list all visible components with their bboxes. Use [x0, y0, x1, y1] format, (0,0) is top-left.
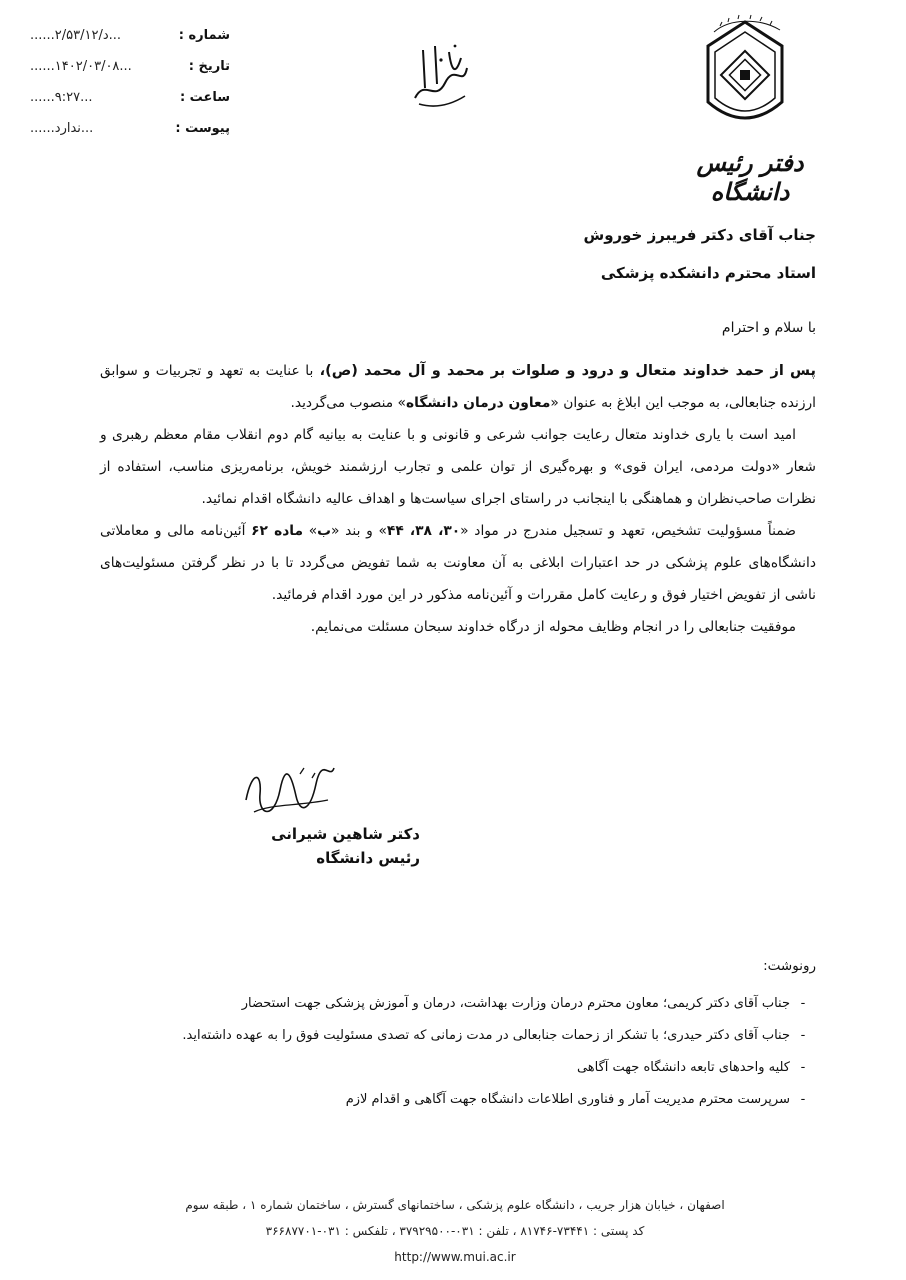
- footer-website-link[interactable]: http://www.mui.ac.ir: [394, 1250, 516, 1264]
- cc-item: - کلیه واحدهای تابعه دانشگاه جهت آگاهی: [96, 1052, 816, 1084]
- bismillah-calligraphy: [405, 38, 475, 110]
- cc-item-text: جناب آقای دکتر کریمی؛ معاون محترم درمان وزارت بهداشت، درمان و آموزش پزشکی جهت استحضار: [241, 996, 790, 1011]
- signer-name: دکتر شاهین شیرانی: [271, 825, 420, 843]
- cc-item-text: سرپرست محترم مدیریت آمار و فناوری اطلاعات دانشگاه جهت آگاهی و اقدام لازم: [345, 1092, 790, 1107]
- letter-date-row: [30, 51, 230, 82]
- paragraph-3-e: »: [303, 523, 318, 539]
- paragraph-1-lead: پس از حمد خداوند متعال و درود و صلوات بر محمد و آل محمد (ص)،: [313, 363, 816, 379]
- paragraph-3-article-62: ماده ۶۲: [251, 523, 304, 539]
- addressee-name: جناب آقای دکتر فریبرز خوروش: [583, 226, 816, 244]
- letter-date-value: ......۱۴۰۲/۰۳/۰۸...: [30, 59, 132, 74]
- letter-number-value: ......د/۲/۵۳/۱۲...: [30, 28, 122, 43]
- letter-attachment-value: ......ندارد...: [30, 121, 94, 136]
- paragraph-2: امید است با یاری خداوند متعال رعایت جوانب شرعی و قانونی و با عنایت به بیانیه گام دوم انقلاب مقام معظم رهبری و شعار «دولت مردمی، ایران قوی» و بهره‌گیری از توان علمی و تجارب ارزشمند خویش، برنامه‌ریزی مناسب، استفاده از نظرات صاحب‌نظران و هماهنگی با اینجانب در راستای اجرای سیاست‌ها و اهداف عالیه دانشگاه اقدام نمائید.: [100, 427, 816, 507]
- paragraph-4: موفقیت جنابعالی را در انجام وظایف محوله از درگاه خداوند سبحان مسئلت می‌نمایم.: [310, 619, 796, 635]
- cc-list: [96, 988, 816, 1116]
- paragraph-3-c: » و بند «: [331, 523, 387, 539]
- office-title: دفتر رئیس دانشگاه: [696, 148, 804, 206]
- letter-attachment-label: پیوست :: [175, 121, 230, 136]
- cc-item: - جناب آقای دکتر حیدری؛ با تشکر از زحمات جنابعالی در مدت زمانی که تصدی مسئولیت فوق را به عهده داشته‌اید.: [96, 1020, 816, 1052]
- cc-item-text: جناب آقای دکتر حیدری؛ با تشکر از زحمات جنابعالی در مدت زمانی که تصدی مسئولیت فوق را به عهده داشته‌اید.: [182, 1028, 790, 1043]
- paragraph-1-rest: با عنایت به تعهد و تجربیات و سوابق ارزنده جنابعالی، به موجب این ابلاغ به عنوان «: [100, 363, 816, 411]
- footer-contact: کد پستی : ۷۳۴۴۱-۸۱۷۴۶ ، تلفن : ۰۳۱-۳۷۹۲۹۵۰۰ ، تلفکس : ۰۳۱-۳۶۶۸۷۷۰۱: [265, 1224, 645, 1238]
- letter-footer: [120, 1192, 790, 1270]
- cc-item-text: کلیه واحدهای تابعه دانشگاه جهت آگاهی: [576, 1060, 790, 1075]
- footer-address: اصفهان ، خیابان هزار جریب ، دانشگاه علوم پزشکی ، ساختمانهای گسترش ، ساختمان شماره ۱ ، طبقه سوم: [185, 1198, 725, 1212]
- letter-date-label: تاریخ :: [188, 59, 230, 74]
- paragraph-3-g: آئین‌نامه مالی و معاملاتی دانشگاه‌های علوم پزشکی در حد اعتبارات ابلاغی به آن معاونت به شما تفویض می‌گردد تا با در نظر گرفتن مسئولیت‌های ناشی از تفویض اختیار فوق و رعایت کامل مقررات و آئین‌نامه مذکور در این مورد اقدام فرمائید.: [100, 523, 816, 603]
- cc-item: - سرپرست محترم مدیریت آمار و فناوری اطلاعات دانشگاه جهت آگاهی و اقدام لازم: [96, 1084, 816, 1116]
- paragraph-3-a: ضمناً مسؤولیت تشخیص، تعهد و تسجیل مندرج در مواد «: [460, 523, 796, 539]
- paragraph-3-articles: ۳۰، ۳۸، ۴۴: [386, 523, 461, 539]
- cc-item: - جناب آقای دکتر کریمی؛ معاون محترم درمان وزارت بهداشت، درمان و آموزش پزشکی جهت استحضار: [96, 988, 816, 1020]
- addressee-position: استاد محترم دانشکده پزشکی: [600, 264, 816, 282]
- letter-body: [100, 355, 816, 643]
- letter-number-label: شماره :: [178, 28, 230, 43]
- letter-attachment-row: [30, 113, 230, 144]
- signer-title: رئیس دانشگاه: [316, 849, 420, 867]
- letter-time-label: ساعت :: [179, 90, 230, 105]
- paragraph-3: [100, 515, 816, 611]
- signer-block: [240, 822, 420, 870]
- greeting: با سلام و احترام: [721, 320, 816, 336]
- letter-meta: [30, 20, 230, 144]
- letter-number-row: [30, 20, 230, 51]
- paragraph-1: [100, 355, 816, 419]
- letter-time-row: [30, 82, 230, 113]
- letter-time-value: ......۹:۲۷...: [30, 90, 93, 105]
- paragraph-3-clause: ب: [317, 523, 332, 539]
- handwritten-signature: [240, 760, 340, 830]
- addressee-block: [584, 216, 817, 292]
- university-logo-icon: [700, 12, 790, 132]
- cc-title: رونوشت:: [763, 958, 816, 974]
- appointed-role: معاون درمان دانشگاه: [406, 395, 551, 411]
- paragraph-1-end: » منصوب می‌گردید.: [290, 395, 406, 411]
